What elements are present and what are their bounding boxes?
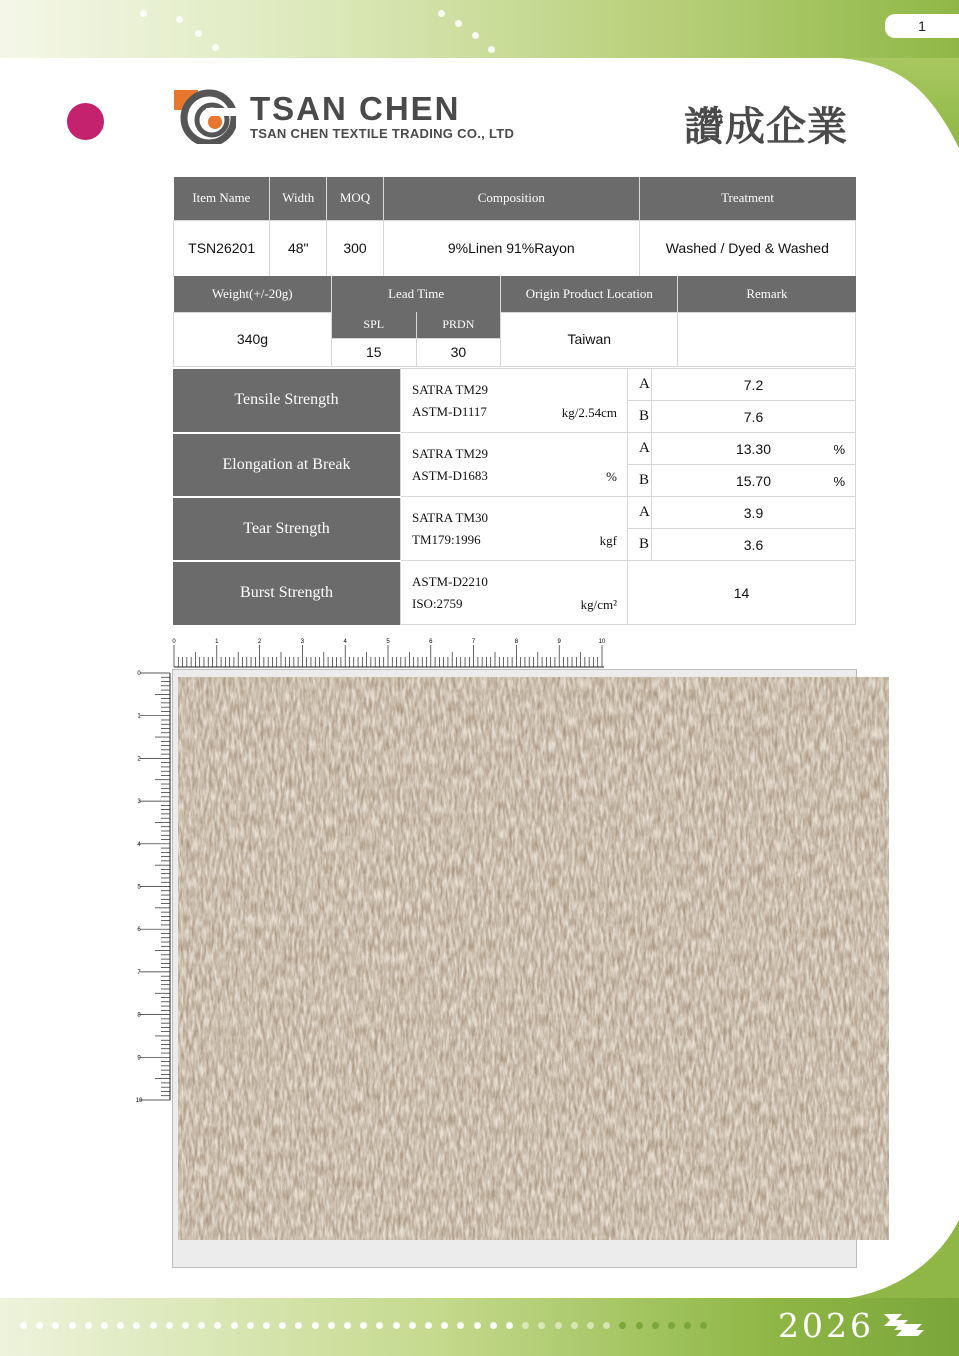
decorative-dot bbox=[587, 1322, 594, 1329]
ruler-label: 9 bbox=[557, 639, 561, 645]
decorative-dot bbox=[438, 10, 445, 17]
ruler-label: 4 bbox=[137, 841, 141, 848]
test-method-elongation bbox=[401, 433, 628, 497]
header-remark: Remark bbox=[678, 276, 856, 312]
weight-value: 340g bbox=[174, 312, 332, 366]
value-text: 3.6 bbox=[743, 536, 764, 553]
ruler-label: 4 bbox=[343, 639, 347, 645]
method-line: SATRA TM29 bbox=[412, 445, 488, 461]
value-text: 13.30 bbox=[735, 440, 772, 457]
method-line: ASTM-D1683 bbox=[412, 467, 488, 483]
ruler-label: 3 bbox=[137, 799, 141, 806]
decorative-dot bbox=[212, 44, 219, 51]
decorative-dot bbox=[472, 32, 479, 39]
ruler-label: 8 bbox=[514, 639, 519, 645]
ruler-left bbox=[133, 668, 173, 1108]
header-moq: MOQ bbox=[327, 177, 384, 220]
decorative-dot bbox=[247, 1322, 254, 1329]
ruler-top bbox=[172, 636, 608, 670]
decorative-dot bbox=[85, 1322, 92, 1329]
ruler-label: 2 bbox=[137, 756, 141, 763]
test-name-elongation: Elongation at Break bbox=[173, 433, 401, 497]
test-value bbox=[652, 465, 856, 497]
test-value bbox=[652, 529, 856, 561]
right-decorative-curve bbox=[839, 58, 959, 148]
collection-year: 2026 bbox=[778, 1306, 874, 1345]
decorative-dot bbox=[555, 1322, 562, 1329]
brand-chinese-name: 讚成企業 bbox=[684, 104, 848, 150]
ruler-label: 1 bbox=[137, 713, 141, 720]
decorative-dot bbox=[182, 1322, 189, 1329]
ruler-label: 2 bbox=[257, 639, 262, 645]
decorative-dot bbox=[636, 1322, 643, 1329]
ruler-label: 7 bbox=[137, 969, 141, 976]
method-line: ISO:2759 bbox=[412, 595, 463, 611]
ruler-label: 10 bbox=[135, 1098, 143, 1104]
subheader-prdn: PRDN bbox=[416, 312, 501, 338]
top-decorative-band bbox=[0, 0, 959, 58]
ruler-label: 1 bbox=[215, 639, 219, 645]
row-label: A bbox=[628, 369, 652, 401]
ruler-label: 6 bbox=[429, 639, 433, 645]
decorative-dot bbox=[488, 46, 495, 53]
decorative-dot bbox=[140, 10, 147, 17]
decorative-dot bbox=[263, 1322, 270, 1329]
ruler-label: 3 bbox=[300, 639, 305, 645]
header-item-name: Item Name bbox=[174, 177, 270, 220]
ruler-label: 0 bbox=[172, 639, 176, 645]
decorative-dot bbox=[231, 1322, 238, 1329]
method-line: ASTM-D2210 bbox=[412, 573, 488, 589]
row-label: B bbox=[628, 529, 652, 561]
ruler-label: 8 bbox=[137, 1012, 141, 1019]
percent-suffix: % bbox=[833, 442, 845, 457]
test-method-tensile bbox=[401, 369, 628, 433]
decorative-dot bbox=[150, 1322, 157, 1329]
magenta-dot-icon bbox=[67, 103, 104, 140]
decorative-dot bbox=[393, 1322, 400, 1329]
header-origin: Origin Product Location bbox=[501, 276, 678, 312]
ruler-label: 5 bbox=[386, 639, 390, 645]
brand-name: TSAN CHEN bbox=[250, 90, 461, 127]
composition-value: 9%Linen 91%Rayon bbox=[383, 220, 639, 276]
decorative-dot bbox=[474, 1322, 481, 1329]
tsan-chen-logo-icon bbox=[172, 88, 236, 144]
value-text: 7.2 bbox=[743, 376, 764, 393]
method-line: ASTM-D1117 bbox=[412, 403, 487, 419]
decorative-dot bbox=[328, 1322, 335, 1329]
decorative-dot bbox=[176, 16, 183, 23]
decorative-dot bbox=[505, 58, 512, 65]
spl-value: 15 bbox=[331, 338, 416, 366]
prdn-value: 30 bbox=[416, 338, 501, 366]
test-value: 14 bbox=[628, 561, 856, 625]
decorative-dot bbox=[668, 1322, 675, 1329]
test-value bbox=[652, 369, 856, 401]
item-name-value: TSN26201 bbox=[174, 220, 270, 276]
test-unit: % bbox=[606, 469, 617, 484]
ss-season-icon bbox=[880, 1310, 926, 1340]
test-name-tear: Tear Strength bbox=[173, 497, 401, 561]
test-value bbox=[652, 497, 856, 529]
subheader-spl: SPL bbox=[331, 312, 416, 338]
brand-subtitle: TSAN CHEN TEXTILE TRADING CO., LTD bbox=[250, 126, 515, 141]
decorative-dot bbox=[166, 1322, 173, 1329]
row-label: B bbox=[628, 401, 652, 433]
spec-table-secondary bbox=[173, 276, 856, 367]
test-value bbox=[652, 433, 856, 465]
value-text: 7.6 bbox=[743, 408, 764, 425]
row-label: B bbox=[628, 465, 652, 497]
method-line: SATRA TM29 bbox=[412, 381, 488, 397]
decorative-dot bbox=[20, 1322, 27, 1329]
decorative-dot bbox=[425, 1322, 432, 1329]
method-line: TM179:1996 bbox=[412, 531, 481, 547]
decorative-dot bbox=[652, 1322, 659, 1329]
decorative-dot bbox=[506, 1322, 513, 1329]
method-line: SATRA TM30 bbox=[412, 509, 488, 525]
test-method-burst bbox=[401, 561, 628, 625]
treatment-value: Washed / Dyed & Washed bbox=[639, 220, 855, 276]
decorative-dot bbox=[571, 1322, 578, 1329]
value-text: 3.9 bbox=[743, 504, 764, 521]
decorative-dot bbox=[101, 1322, 108, 1329]
ruler-label: 7 bbox=[471, 639, 476, 645]
decorative-dot bbox=[409, 1322, 416, 1329]
test-method-tear bbox=[401, 497, 628, 561]
ruler-label: 0 bbox=[137, 671, 141, 677]
ruler-label: 5 bbox=[137, 884, 141, 891]
value-text: 15.70 bbox=[735, 472, 772, 489]
remark-value bbox=[678, 312, 856, 366]
decorative-dot bbox=[490, 1322, 497, 1329]
fabric-swatch-image bbox=[178, 677, 889, 1240]
decorative-dot bbox=[344, 1322, 351, 1329]
row-label: A bbox=[628, 433, 652, 465]
test-value bbox=[652, 401, 856, 433]
header-width: Width bbox=[270, 177, 327, 220]
test-name-tensile: Tensile Strength bbox=[173, 369, 401, 433]
decorative-dot bbox=[312, 1322, 319, 1329]
test-unit: kgf bbox=[599, 533, 617, 548]
test-unit: kg/cm² bbox=[580, 597, 617, 612]
header-weight: Weight(+/-20g) bbox=[174, 276, 332, 312]
ruler-label: 6 bbox=[137, 927, 141, 934]
decorative-dot bbox=[195, 30, 202, 37]
percent-suffix: % bbox=[833, 474, 845, 489]
ruler-label: 9 bbox=[137, 1055, 141, 1062]
width-value: 48" bbox=[270, 220, 327, 276]
test-name-burst: Burst Strength bbox=[173, 561, 401, 625]
header-composition: Composition bbox=[383, 177, 639, 220]
decorative-dot bbox=[69, 1322, 76, 1329]
moq-value: 300 bbox=[327, 220, 384, 276]
decorative-dot bbox=[455, 20, 462, 27]
spec-table-main bbox=[173, 177, 856, 277]
row-label: A bbox=[628, 497, 652, 529]
header-lead-time: Lead Time bbox=[331, 276, 500, 312]
origin-value: Taiwan bbox=[501, 312, 678, 366]
ruler-label: 10 bbox=[598, 639, 606, 645]
header-treatment: Treatment bbox=[639, 177, 855, 220]
page-number: 1 bbox=[885, 14, 959, 38]
test-results-table bbox=[173, 368, 856, 625]
test-unit: kg/2.54cm bbox=[561, 405, 617, 420]
